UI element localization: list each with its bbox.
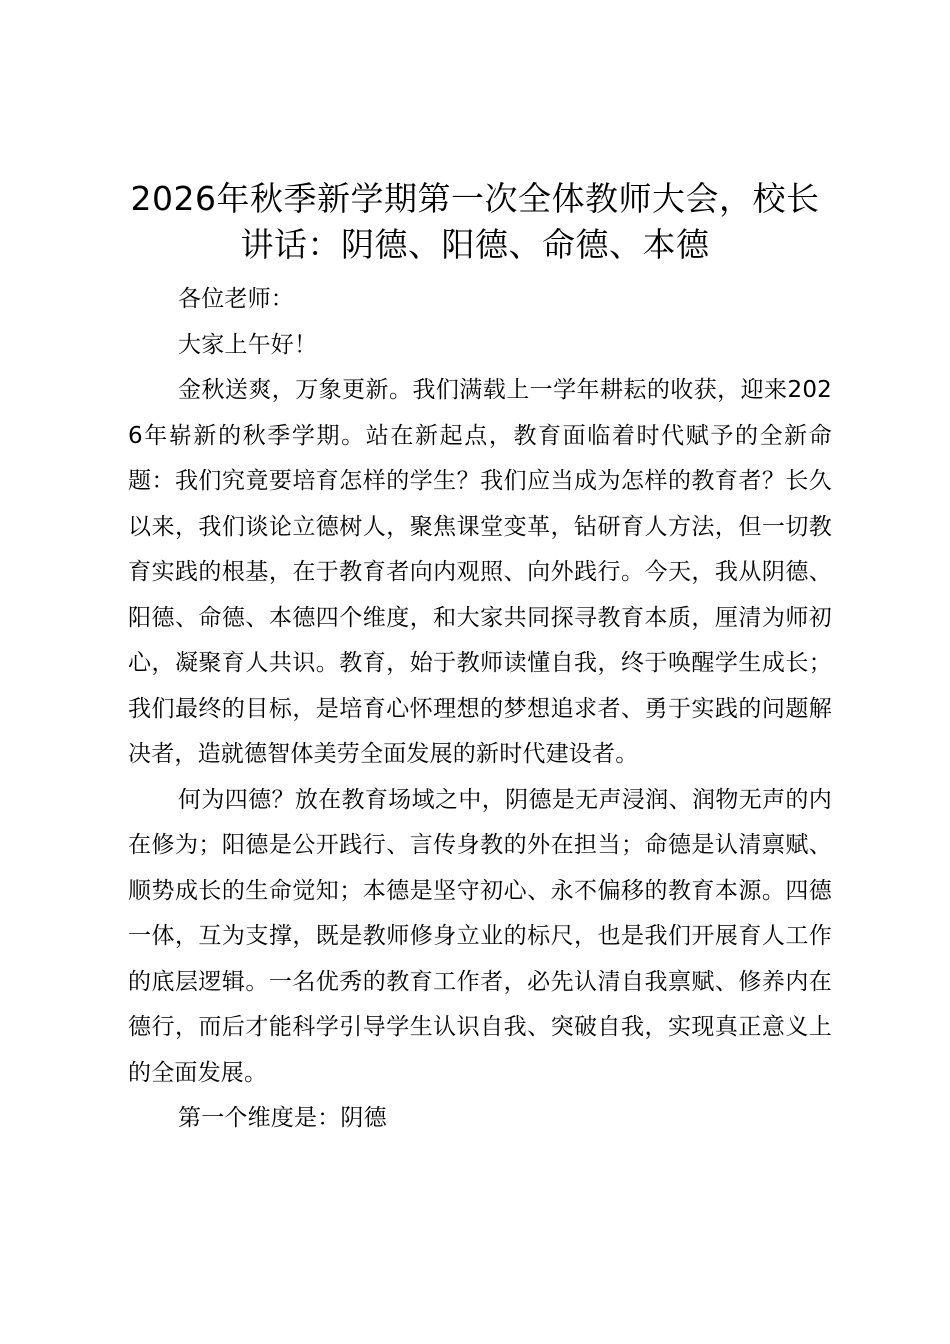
paragraph-intro: 金秋送爽，万象更新。我们满载上一学年耕耘的收获，迎来2026年崭新的秋季学期。站在新起点，教育面临着时代赋予的全新命题：我们究竟要培育怎样的学生？我们应当成为怎样的教育者？长久以来，我们谈论立德树人，聚焦课堂变革，钻研育人方法，但一切教育实践的根基，在于教育者向内观照、向外践行。今天，我从阴德、阳德、命德、本德四个维度，和大家共同探寻教育本质，厘清为师初心，凝聚育人共识。教育，始于教师读懂自我，终于唤醒学生成长；我们最终的目标，是培育心怀理想的梦想追求者、勇于实践的问题解决者，造就德智体美劳全面发展的新时代建设者。 bbox=[128, 377, 832, 767]
document-body bbox=[128, 277, 832, 1142]
document-title: 2026年秋季新学期第一次全体教师大会，校长讲话：阴德、阳德、命德、本德 bbox=[130, 179, 820, 264]
section-heading-first-dimension: 第一个维度是：阴德 bbox=[178, 1105, 387, 1131]
salutation: 各位老师： bbox=[178, 286, 294, 312]
greeting: 大家上午好！ bbox=[178, 331, 318, 358]
paragraph-four-virtues: 何为四德？放在教育场域之中，阴德是无声浸润、润物无声的内在修为；阳德是公开践行、言传身教的外在担当；命德是认清禀赋、顺势成长的生命觉知；本德是坚守初心、永不偏移的教育本源。四德一体，互为支撑，既是教师修身立业的标尺，也是我们开展育人工作的底层逻辑。一名优秀的教育工作者，必先认清自我禀赋、修养内在德行，而后才能科学引导学生认识自我、突破自我，实现真正意义上的全面发展。 bbox=[128, 786, 832, 1086]
